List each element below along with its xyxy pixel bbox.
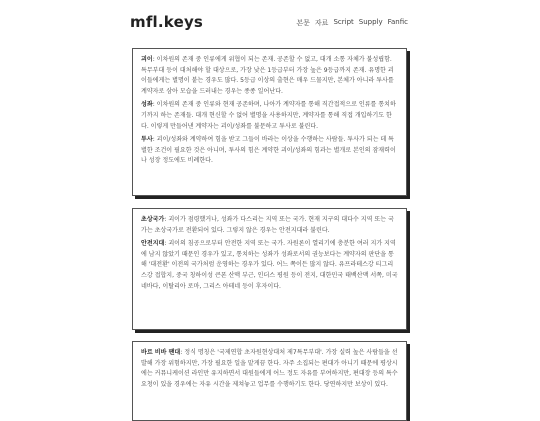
- glossary-entry: [141, 135, 399, 167]
- nav-link-supply[interactable]: Supply: [358, 18, 383, 26]
- glossary-entry: [141, 215, 399, 236]
- top-nav: [296, 18, 408, 28]
- glossary-card: [132, 341, 407, 421]
- nav-link-fanfic[interactable]: Fanfic: [387, 18, 408, 26]
- glossary-entry: [141, 348, 399, 390]
- glossary-term: 초상국가: [141, 216, 165, 223]
- glossary-term: 성좌: [141, 101, 153, 109]
- glossary-definition: : 이차원의 존재 중 인류에게 위협이 되는 존재. 공존할 수 없고, 대개 소통 자체가 불성립함. 특무부대 등이 대처해야 할 대상으로, 가장 낮은 1등급부터 가장 높은 9등급까지 존재. 유명한 괴이들에게는 별명이 붙는 경우도 많다. 5등급 이상의 출현은 매우 드물지만, 본체가 아니라 투사를 계약자로 삼아 모습을 드러내는 경우는 종종 일어난다.: [141, 56, 394, 95]
- glossary-term: 투사: [141, 136, 153, 144]
- glossary-definition: : 괴이가 점령했거나, 성좌가 다스리는 지역 또는 국가. 현재 지구의 대다수 지역 또는 국가는 초상국가로 전환되어 있다. 그렇지 않은 경우는 안전지대라 불린다.: [141, 216, 394, 234]
- site-logo[interactable]: mfl.keys: [130, 13, 204, 31]
- glossary-term: 바르 비바 팬대: [141, 349, 181, 356]
- glossary-definition: : 괴이/성좌와 계약하여 힘을 받고 그들이 바라는 이상을 수행하는 사람들. 투사가 되는 데 특별한 조건이 필요한 것은 아니며, 투사의 힘은 계약한 괴이/성좌의 힘과는 별개로 본인의 잠재력이나 성장 정도에도 비례한다.: [141, 136, 396, 165]
- site-header: [0, 0, 540, 44]
- glossary-definition: : 이차원의 존재 중 인류와 현재 공존하며, 나아가 계약자를 통해 직간접적으로 인류를 통치하기까지 하는 존재들. 대개 현신할 수 없어 별명을 사용하지만, 계약자를 통해 직접 개입하기도 한다. 이렇게 만들어낸 계약자는 괴이/성좌를 불문하고 투사로 불린다.: [141, 101, 396, 130]
- glossary-entry: [141, 239, 399, 292]
- glossary-card: [132, 208, 407, 330]
- glossary-card: [132, 48, 407, 196]
- glossary-term: 안전지대: [141, 240, 165, 248]
- glossary-entry: [141, 55, 399, 97]
- nav-link-script[interactable]: Script: [333, 18, 354, 26]
- glossary-entry: [141, 100, 399, 132]
- glossary-definition: : 괴이의 침공으로부터 안전한 지역 또는 국가. 자원론이 열리기에 충분한 여러 지가 지역에 남지 않았기 때문인 경우가 있고, 통치하는 성좌가 성좌로서의 권능보다는 계약자의 판단을 통해 '대전환' 이전의 국가처럼 운영하는 경우가 있다. 어느 쪽이든 많지 않다. 유프라테스강 티그리스강 접합지, 중국 칭하이성 큰폰 산맥 부근, 인더스 평원 등이 전지, 대한민국 태백산맥 서쪽, 미국 네바다, 이탈리아 로마, 그리스 아테네 등이 후자이다.: [141, 240, 398, 290]
- nav-link-resources[interactable]: 자료: [314, 19, 329, 27]
- nav-link-main[interactable]: 본문: [296, 19, 310, 27]
- glossary-definition: : 정식 명칭은 '국제연합 초자원현상대처 제7특무부대'. 가장 실력 높은 사람들을 선발해 가장 위험하지만, 가장 필요한 일을 맡게끔 한다. 자주 소집되는 편대가 아니기 때문에 평상시에는 커뮤니케이션 라인만 유지하면서 대원들에게 어느 정도 자유를 부여하지만, 편대장 등의 특수 요청이 있을 경우에는 자유 시간을 제쳐놓고 업무를 수행하기도 한다. 당연하지만 보상이 있다.: [141, 349, 398, 388]
- glossary-term: 괴이: [141, 56, 153, 63]
